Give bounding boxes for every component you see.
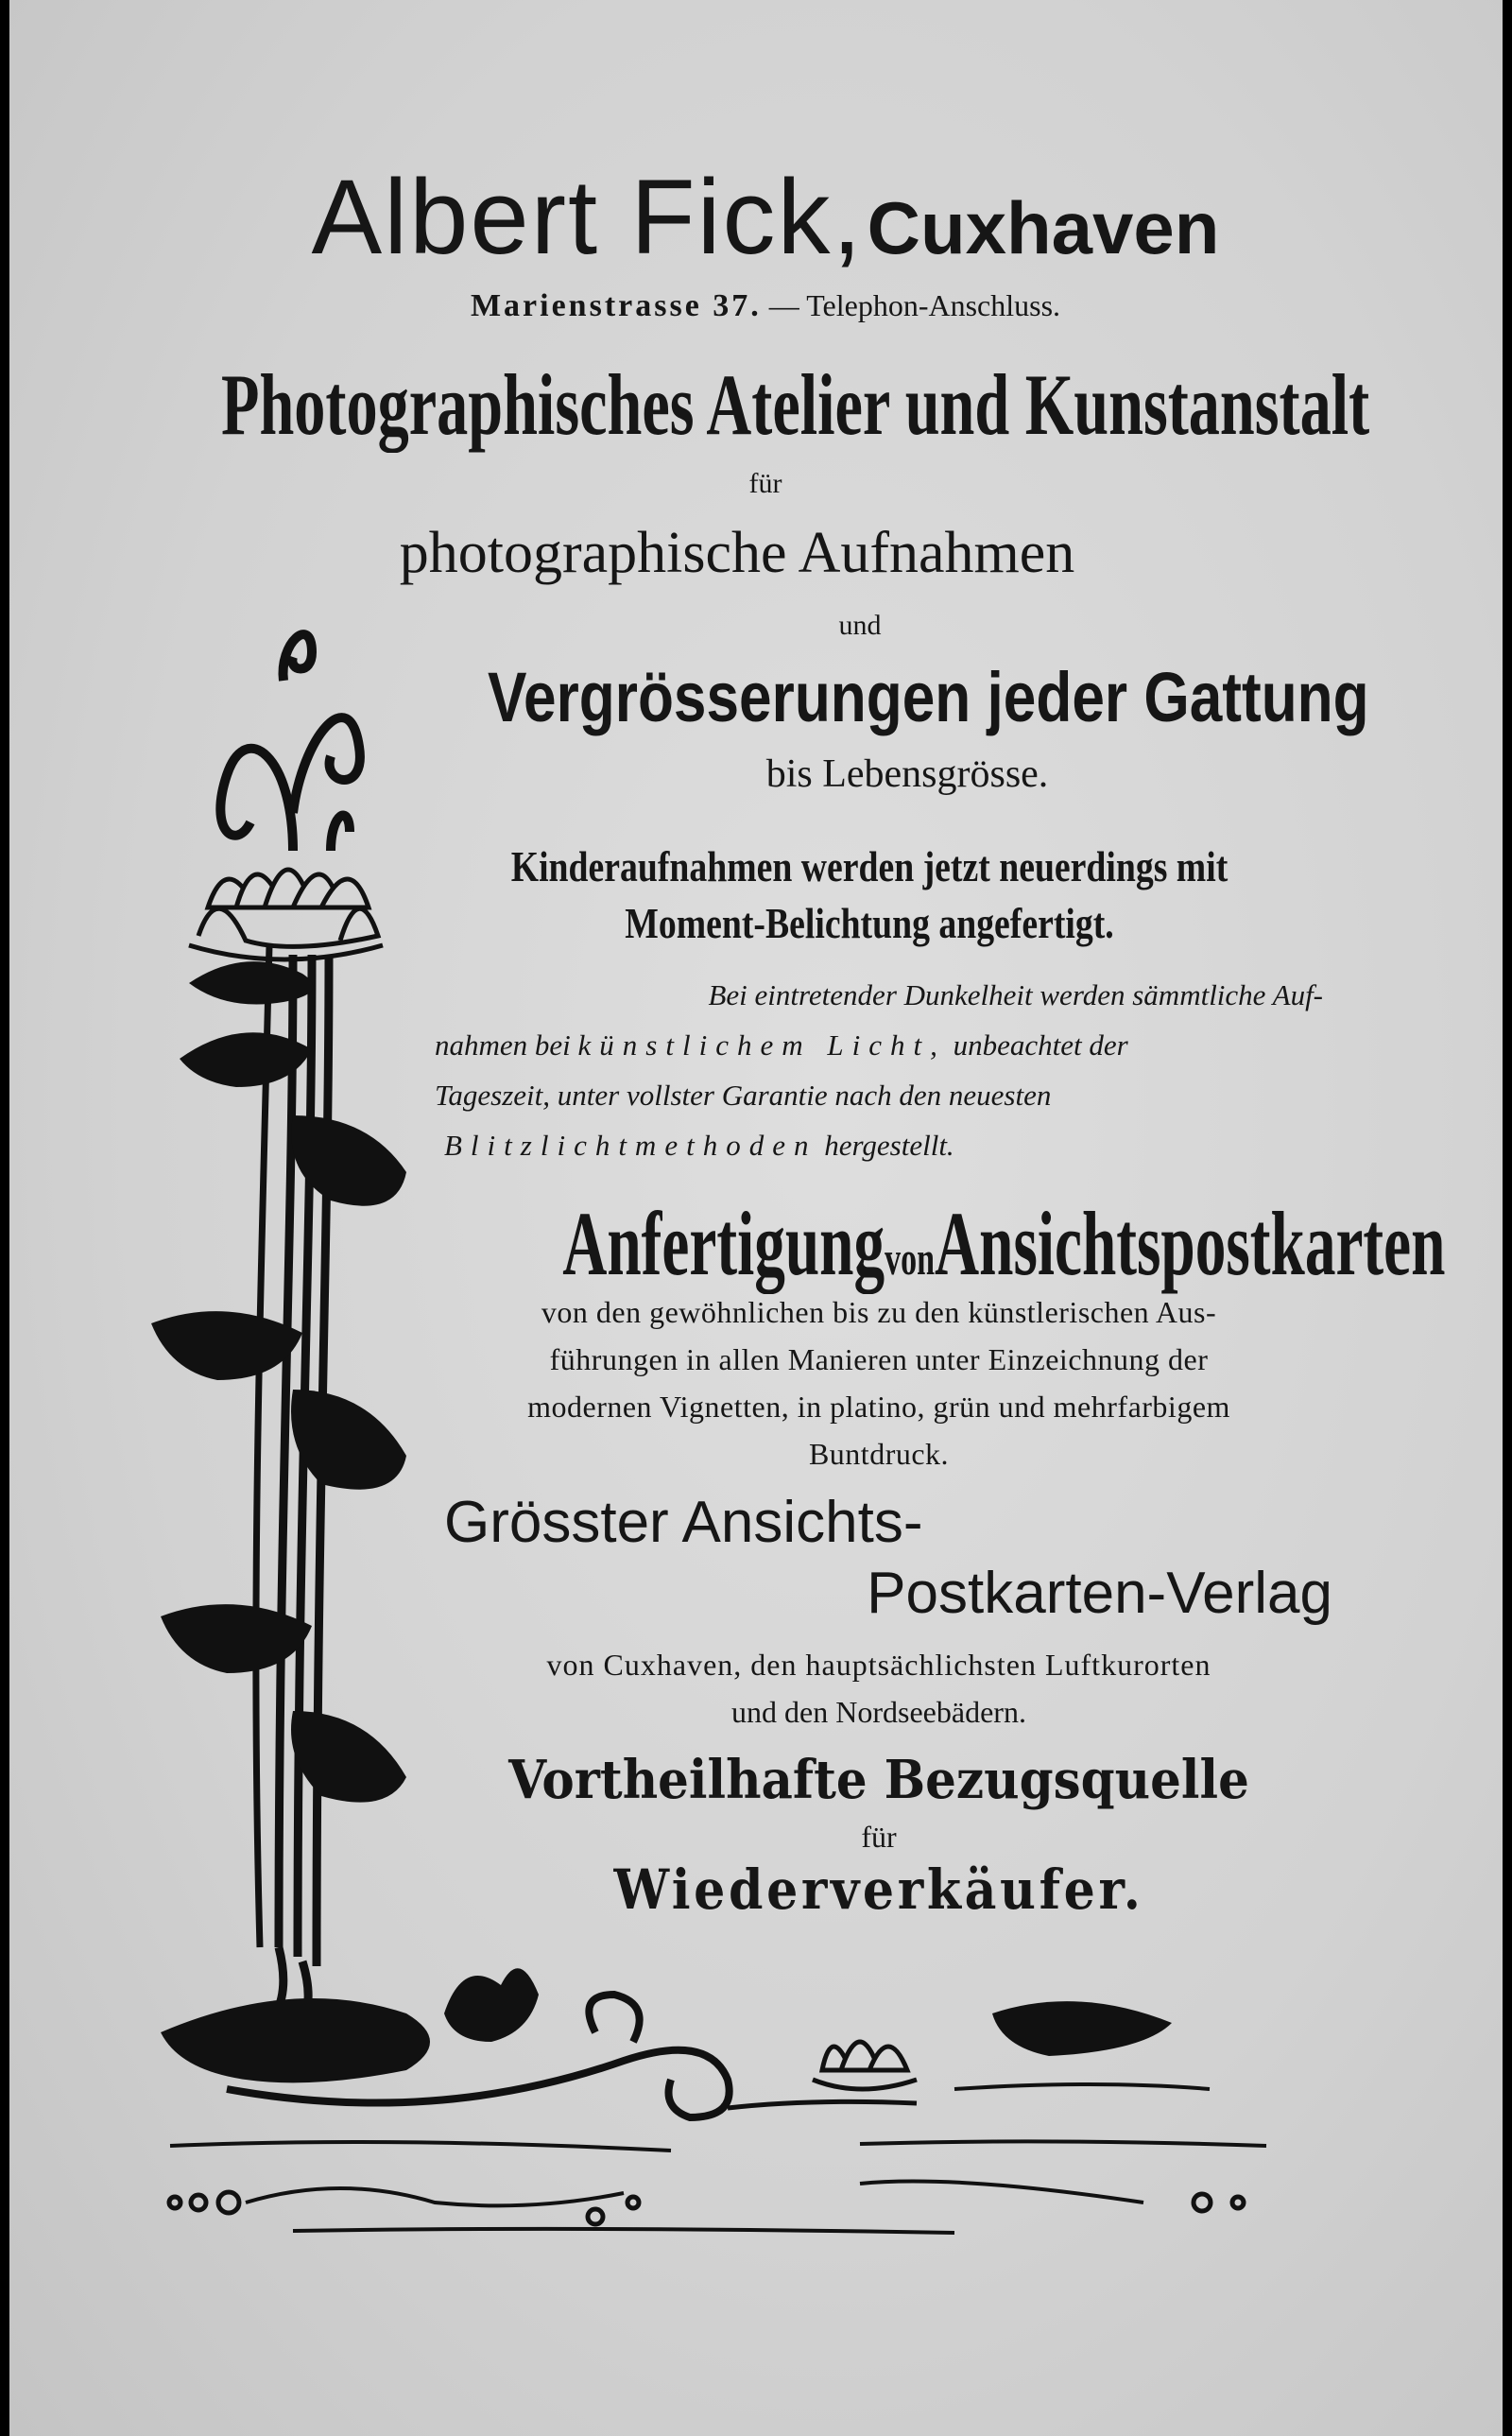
fuer-text: für — [748, 468, 782, 499]
atelier-heading: Photographisches Atelier und Kunstanstalt — [221, 356, 1370, 453]
verlag-heading-2: Postkarten-Verlag — [867, 1561, 1332, 1626]
notice-line-1: Bei eintretender Dunkelheit werden sämmtliche Auf- — [708, 978, 1323, 1011]
postkarten-line-4: Buntdruck. — [808, 1437, 950, 1471]
kinder-line-2: Moment-Belichtung angefertigt. — [625, 899, 1114, 947]
lebensgroesse-text: bis Lebensgrösse. — [765, 752, 1049, 796]
fuer-text-2: für — [861, 1820, 897, 1854]
kinder-line-1: Kinderaufnahmen werden jetzt neuerdings mit — [510, 842, 1228, 890]
stem-lines — [227, 945, 329, 2061]
bubble-circles — [169, 2192, 1244, 2224]
postkarten-line-1: von den gewöhnlichen bis zu den künstlerischen Aus- — [541, 1295, 1217, 1329]
company-name-heading — [151, 156, 1380, 278]
vergroesserungen-heading: Vergrösserungen jeder Gattung — [488, 658, 1369, 736]
anfertigung-word: Anfertigung — [562, 1193, 885, 1294]
von-word: von — [885, 1232, 936, 1285]
notice-line-4b: hergestellt. — [824, 1129, 954, 1162]
tendril-curls — [220, 634, 360, 851]
notice-line-4a: Blitzlichtmethoden — [444, 1129, 817, 1162]
notice-line-4 — [444, 1129, 1106, 1163]
verlag-line-2: und den Nordseebädern. — [731, 1695, 1026, 1729]
ansicht-word: Ansichtspostkarten — [935, 1193, 1446, 1294]
city-name: Cuxhaven — [867, 186, 1220, 269]
lotus-flower-icon — [189, 870, 383, 959]
notice-line-2c: unbeachtet der — [953, 1028, 1128, 1062]
phone-note: — Telephon-Anschluss. — [768, 288, 1061, 322]
notice-line-2 — [435, 1028, 1323, 1063]
notice-line-2b: künstlichem Licht, — [577, 1028, 946, 1062]
notice-line-3: Tageszeit, unter vollster Garantie nach den neuesten — [435, 1079, 1052, 1112]
verlag-heading-1: Grösster Ansichts- — [444, 1490, 923, 1555]
lotus-bud-dark-icon — [444, 1968, 539, 2042]
bezugsquelle-heading: Vortheilhafte Bezugsquelle — [508, 1749, 1249, 1811]
lotus-bud-icon — [813, 2042, 917, 2089]
und-text: und — [838, 610, 882, 641]
postkarten-line-2: führungen in allen Manieren unter Einzeichnung der — [549, 1342, 1209, 1376]
postkarten-line-3: modernen Vignetten, in platino, grün und mehrfarbigem — [527, 1390, 1230, 1424]
advertisement-page — [9, 0, 1503, 2436]
proprietor-name: Albert Fick, — [311, 158, 864, 276]
street-address: Marienstrasse 37. — [470, 288, 762, 323]
wiederverkaeufer-heading: Wiederverkäufer. — [613, 1857, 1144, 1922]
verlag-line-1: von Cuxhaven, den hauptsächlichsten Luftkurorten — [546, 1648, 1211, 1682]
address-line — [293, 288, 1238, 324]
aufnahmen-text: photographische Aufnahmen — [399, 521, 1075, 585]
water-ripples — [170, 2141, 1266, 2233]
postkarten-heading — [562, 1191, 1446, 1296]
notice-line-2a: nahmen bei — [435, 1028, 571, 1062]
